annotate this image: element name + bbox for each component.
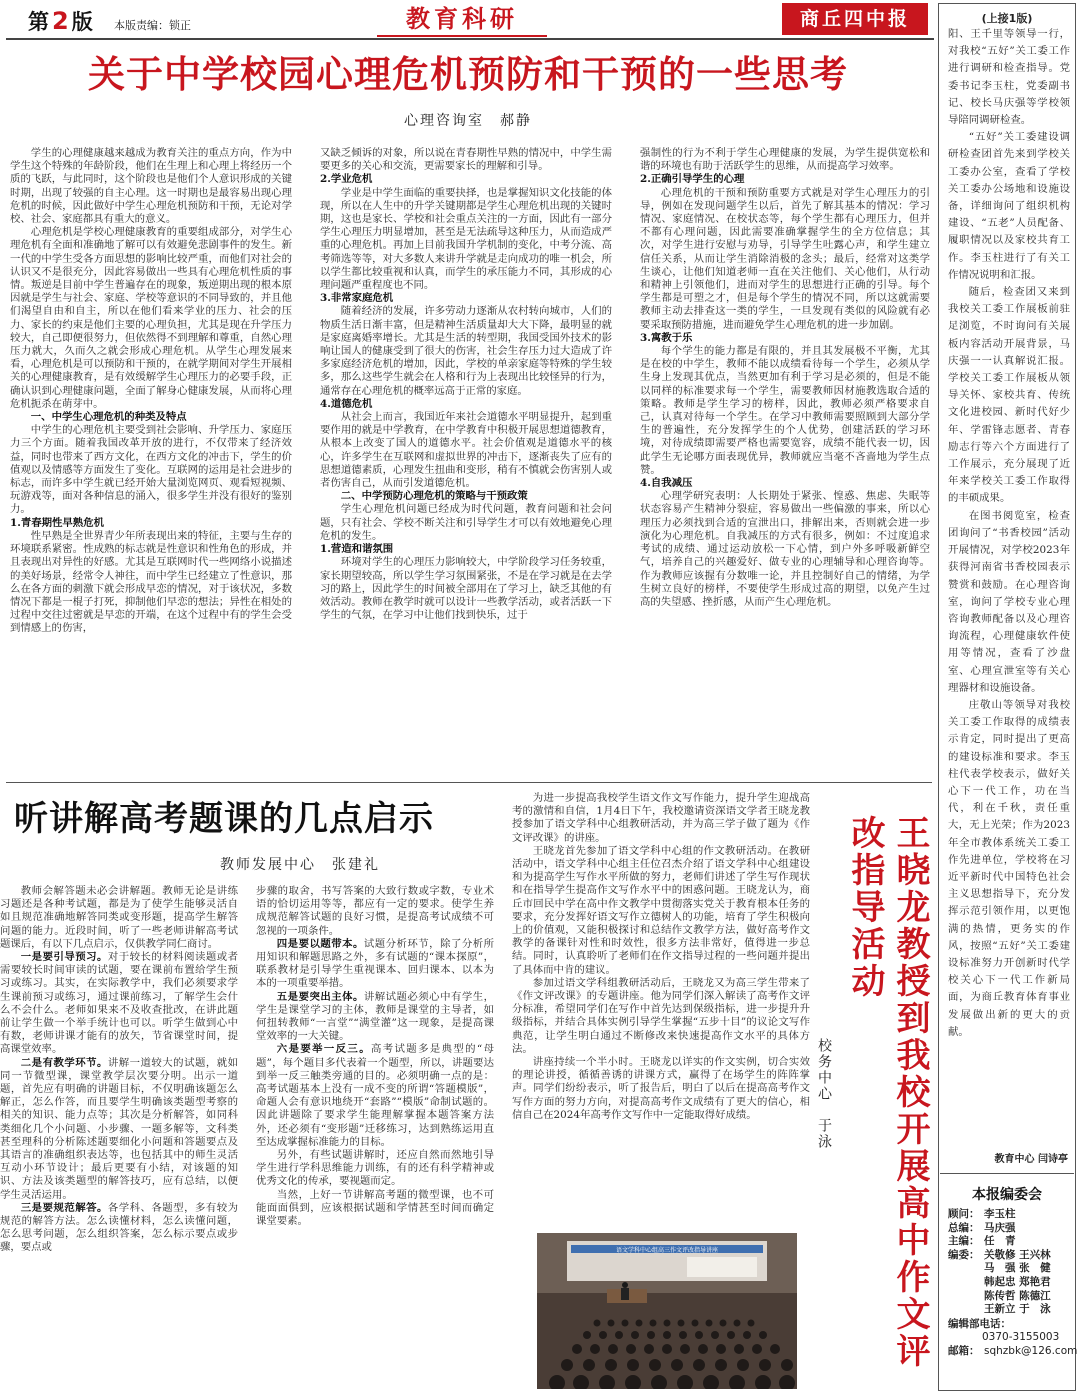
editorial-board-rule	[940, 1173, 1074, 1174]
board-row: 韩起忠 郑艳君	[984, 1275, 1051, 1288]
photo-banner: 语文学科中心组高三作文评改指导讲座	[615, 1247, 719, 1254]
article1-col3: 强制性的行为不利于学生心理健康的发展，为学生提供宽松和谐的环境也有助于活跃学生的思维，从而提高学习效率。 2.正确引导学生的心理 心理危机的干预和预防重要方式就是对学生心理压力的引导，例如在发现问题学生以后，首先了解其基本的情况：学习情况、家庭情况、在校状态等，每个学生都有心理压力，但并不都有心理问题，因此需要准确掌握学生的全方位信息；其次，对学生进行安慰与劝导，引导学生吐露心声，和学生建立信任关系，从而让学生消除消极的念头；最后，经常对这类学生谈心，让他们知道老师一直在关注他们、关心他们，从行动和精神上引领他们，进而对学生的思想进行正确的引导。每个学生都是可塑之才，但是每个学生的情况不同，所以这就需要教师主动去排查这一类的学生，一旦发现有类似的风险就有必要采取预防措施，进而避免学生心理危机的进一步加剧。 3.寓教于乐 每个学生的能力都是有限的，并且其发展极不平衡，尤其是在校的中学生，教师不能以成绩看待每一个学生，必须从学生身上发现其优点，当然更加有利于学习是必须的，但是不能以同样的标准要求每一个学生，需要教师因材施教选取合适的策略。教师是学生学习的榜样，因此，教师必须严格要求自己，认真对待每一个学生。在学习中教师需要照顾到大部分学生的普遍性，充分发挥学生的个人优势，创建活跃的学习环境，对待成绩即需要严格也需要宽容，成绩不能代表一切，因此学生无论哪方面表现优异，教师就应当毫不吝啬地为学生点赞。 4.自我减压 心理学研究表明：人长期处于紧张、惶惑、焦虑、失眠等状态容易产生精神分裂症，容易做出一些偏激的事来，所以心理压力必须找到合适的宣泄出口，排解出来，否则就会进一步演化为心理危机。自我减压的方式有很多，例如：不过度追求考试的成绩、通过运动放松一下心情，到户外多呼吸新鲜空气，培养自己的兴趣爱好、做专业的心理辅导和心理咨询等。作为教师应该握有分数唯一论，并且控制好自己的情绪，为学生树立良好的榜样，不要使学生形成过高的期望，以免产生过高的失望感、挫折感，从而产生心理危机。	[640, 147, 930, 608]
page-editor: 本版责编：锁正	[114, 19, 191, 32]
phone-label-row: 编辑部电话：	[948, 1317, 1011, 1330]
page-number: 第 2 版	[28, 7, 93, 35]
board-row: 马 强 张 健	[984, 1262, 1051, 1275]
article1-col2: 又缺乏倾诉的对象，所以说在青春期性早熟的情况中，中学生需要更多的关心和交流，更需要家长的理解和引导。 2.学业危机 学业是中学生面临的重要抉择，也是掌握知识文化技能的体现，所以在人生中的升学关键期都是学生心理危机出现的关键时期，这也是家长、学校和社会重点关注的一方面，因此有一部分学生心理压力明显增加，甚至是无法疏导这种压力，从而造成严重的心理危机。再加上目前我国升学机制的变化，中考分流、高考筛选等等，对大多数人来讲升学就是走向成功的唯一机会，所以学生都比较重视和认真，而学生的承压能力不同，其形成的心理问题严重程度也不同。 3.非常家庭危机 随着经济的发展，许多劳动力逐渐从农村转向城市，人们的物质生活日渐丰富，但是精神生活质量却大大下降，最明显的就是家庭离婚率增长。尤其是生活的转型期，我国受国外技术的影响让国人的健康受到了很大的伤害，社会生存压力过大造成了许多家庭经济危机的增加，因此，学校的单亲家庭等特殊的学生较多，那么这些学生就会在人格和行为上表现出比较怪异的行为，通常存在心理危机的概率远高于正常的家庭。 4.道德危机 从社会上而言，我国近年来社会道德水平明显提升，起到重要作用的就是中学教育，在中学教育中积极开展思想道德教育，从根本上改变了国人的道德水平。社会价值观是道德水平的核心，许多学生在互联网和虚拟世界的冲击下，逐渐丧失了应有的思想道德素质，心理发生扭曲和变形，稍有不慎就会伤害别人或者伤害自己，从而引发道德危机。 二、中学预防心理危机的策略与干预政策 学生心理危机问题已经成为时代问题，教育问题和社会问题，只有社会、学校不断关注和引导学生才可以有效地避免心理危机的发生。 1.营造和谐氛围 环境对学生的心理压力影响较大，中学阶段学习任务较重，家长期望较高，所以学生学习氛围紧张，不是在学习就是在去学习的路上，因此学生的时间被全部用在了学习上，缺乏其他的有效活动。教师在教学时就可以设计一些教学活动，或者活跃一下学生的气氛，在学习中让他们找到快乐，过于	[320, 147, 612, 622]
article1-col1: 学生的心理健康越来越成为教育关注的重点方向，作为中学生这个特殊的年龄阶段，他们在生理上和心理上将经历一个质的飞跃，与此同时，这个阶段也是他们个人意识形成的关键时期，出现了较强的自主心理。这一时期也是最容易出现心理危机的时候，因此做好中学生心理危机预防和干预，无论对学校、社会、家庭都具有重大的意义。 心理危机是学校心理健康教育的重要组成部分，对学生心理危机有全面和准确地了解可以有效避免悲剧事件的发生。新一代的中学生受各方面思想的影响比较严重，而他们对社会的认识又不是很充分，因此容易做出一些具有心理危机性质的事情。叛逆是目前中学生普遍存在的现象，叛逆期出现的根本原因就是学生与社会、家庭、学校等意识的不同导致的，并且他们渴望自由和自主，所以在他们看来学业的压力、社会的压力、家长的约束是他们主要的心理负担，尤其是现在升学压力较大，自己即便很努力，但依然得不到理解和尊重，自然心理压力就大，久而久之就会形成心理危机。从学生心理发展来看，心理危机是可以预防和干预的，在就学期间对学生开展相关的心理健康教育，是有效缓解学生心理压力的必要手段，正确认识到心理健康问题，全面了解身心健康发展，从而将心理危机扼杀在萌芽中。 一、中学生心理危机的种类及特点 中学生的心理危机主要受到社会影响、升学压力、家庭压力三个方面。随着我国改革开放的进行，不仅带来了经济效益，同时也带来了西方文化，在西方文化的冲击下，学生的价值观以及情感等方面发生了变化。互联网的运用是社会进步的标志，而许多中学生就已经开始大量浏览网页、观看短视频、玩游戏等，面对各种信息的涌入，很多学生并没有很好的鉴别力。 1.青春期性早熟危机 性早熟是全世界青少年所表现出来的特征，主要与生存的环境联系紧密。性成熟的标志就是性意识和性角色的形成，并且表现出对异性的好感。尤其是互联网时代一些网络小说描述的美好场景，经常令人神往，而中学生已经建立了性意识，那么在各方面的刺激下就会形成早恋的情况，对于该状况，多数情况下都是一棍子打死，抑制他们早恋的想法；异性在相处的过程中交往过密就是早恋的开端，在这个过程中有的学生会受到情感上的伤害，	[10, 147, 292, 635]
board-row: 顾问： 李玉柱	[948, 1208, 1016, 1220]
board-row: 总编： 马庆强	[948, 1221, 1016, 1234]
masthead	[0, 0, 934, 40]
board-row: 主编： 任 青	[948, 1235, 1016, 1248]
board-row: 王新立 于 泳	[984, 1303, 1051, 1316]
editorial-board-title: 本报编委会	[972, 1187, 1042, 1203]
board-row: 陈传哲 陈德江	[984, 1289, 1051, 1302]
sidebar-byline: 教育中心 闫诗亭	[994, 1154, 1068, 1165]
article3-body: 为进一步提高我校学生语文作文写作能力，提升学生迎战高考的激情和自信，1月4日下午，我校邀请资深语文学者王晓龙教授参加了语文学科中心组教研活动，并为高三学子做了题为《作文评改课》的讲座。 王晓龙首先参加了语文学科中心组的作文教研活动。在教研活动中，语文学科中心组主任位召杰介绍了语文学科中心组建设和为提高学生写作水平所做的努力，老师们讲述了学生写作现状和在指导学生提高作文写作水平中的困惑问题。王晓龙认为，商丘市回民中学在高中作文教学中贯彻落实党关于教育根本任务的要求，充分发挥好语文写作立德树人的功能，培育了学生积极向上的价值观，又能积极探讨和总结作文教学方法，做好高考作文教学的备课针对性和时效性，很多方法非常好，值得进一步总结。同时，认真聆听了老师们在作文指导过程的一些问题并提出了具体而中肯的建议。 参加过语文学科组教研活动后，王晓龙又为高三学生带来了《作文评改课》的专题讲座。他为同学们深入解读了高考作文评分标准，希望同学们在写作中首先达到保级指标，进一步提升升级指标，并结合具体实例引导学生掌握“五步十目”的议论文写作典范，让学生明白通过不断修改来快速提高作文水平的具体方法。 讲座持续一个半小时。王晓龙以详实的作文实例，切合实效的理论讲授，循循善诱的讲课方式，赢得了在场学生的阵阵掌声。同学们纷纷表示，听了报告后，明白了以后在提高高考作文写作方面的努力方向，对提高高考作文成绩有了更大的信心，相信自己在2024年高考作文写作中一定能取得好成绩。	[512, 792, 810, 1121]
article3-byline: 校务中心 于泳	[816, 1038, 832, 1150]
masthead-rule	[6, 38, 934, 40]
sidebar-continued: (上接1版)	[981, 12, 1033, 25]
article2-byline: 教师发展中心 张建礼	[220, 857, 380, 873]
article1-title: 关于中学校园心理危机预防和干预的一些思考	[88, 53, 848, 96]
article2-col1: 教师会解答题未必会讲解题。教师无论是讲练习题还是各种考试题，都是为了使学生能够灵活自如且规范准确地解答同类或变形题，提高学生解答问题的能力。近段时间，听了一些老师讲解高考试题课后，有以下几点启示，仅供教学同仁商讨。 一是要引导预习。对于较长的材料阅读题或者需要较长时间审读的试题，要在课前布置给学生预习或练习。其实，在实际教学中，我们必须要求学生课前预习或练习，通过课前练习，了解学生会什么不会什么。老师如果来不及收查批改，在讲此题前让学生做一个举手统计也可以。听学生做到心中有数，老师讲课才能有的放矢，节省课堂时间，提高课堂效率。 二是有教学环节。讲解一道较大的试题，就如同一节微型课，课堂教学层次要分明。出示一道题，首先应有明确的讲题目标，不仅明确该题怎么解正，怎么作答，而且要学生明确该类题型考察的相关的知识、能力点等；其次是分析解答，如同科类细化几个小问题、小步骤、一题多解等，文科类甚至理科的分析陈述题要细化小问题和答题要点及其语言的准确组织表达等，也包括其中的师生灵活互动小环节设计；最后更要有小结，对该题的知识、方法及该类题型的解答技巧，应有总结，以便学生灵活运用。 三是要规范解答。各学科、各题型，多有较为规范的解答方法。怎么读懂材料，怎么读懂问题，怎么思考问题，怎么组织答案，怎么标示要点或步骤，要点或	[0, 885, 238, 1254]
article-divider	[6, 782, 932, 783]
event-photo	[537, 1233, 797, 1389]
section-name: 教育科研	[377, 3, 547, 37]
article2-title: 听讲解高考题课的几点启示	[14, 799, 434, 839]
article3-title: 王晓龙教授到我校开展高中作文评改指导活动	[845, 815, 930, 1370]
phone-row: 0370-3155003	[982, 1331, 1060, 1344]
article2-col2: 步骤的取舍，书写答案的大致行数或字数，专业术语的恰切运用等等，都应有一定的要求。使学生养成规范解答试题的良好习惯，是提高考试成绩不可忽视的一项条件。 四是要以题带本。试题分析环节，除了分析所用知识和解题思路之外，多有试题的“课本探原”，联系教材是引导学生重视课本、回归课本、以本为本的一项重要举措。 五是要突出主体。讲解试题必须心中有学生，学生是课堂学习的主体，教师是课堂的主导者，如何扭转教师“一言堂”“满堂灌”这一现象，是提高课堂效率的一大关键。 六是要举一反三。高考试题多是典型的“母题”，每个题目多代表着一个题型，所以，讲题要达到举一反三触类旁通的目的。必须明确一点的是：高考试题基本上没有一成不变的所谓“答题模版”，命题人会有意识地绕开“套路”“模版”命制试题的。因此讲题除了要求学生能理解掌握本题答案方法外，还必须有“变形题”迁移练习，达到熟练运用直至达成掌握标准能力的目标。 另外，有些试题讲解时，还应自然而然地引导学生进行学科思维能力训练，有的还有科学精神或优秀文化的传承，要视题而定。 当然，上好一节讲解高考题的微型课，也不可能面面俱到，应该根据试题和学情甚至时间而确定课堂要素。	[256, 885, 494, 1228]
article1-byline: 心理咨询室 郝静	[404, 113, 532, 129]
lecture-hall-photo	[537, 1233, 797, 1389]
board-row: 编委： 关敬修 王兴林	[948, 1248, 1051, 1261]
editorial-board	[948, 1208, 1078, 1359]
sidebar-body: 阳、王千里等领导一行，对我校“五好”关工委工作进行调研和检查指导。党委书记李玉柱，党委副书记、校长马庆强等学校领导陪同调研检查。 “五好”关工委建设调研检查团首先来到学校关工委办公室，查看了学校关工委办公场地和设施设备，详细询问了组织机构建设、“五老”人员配备、履职情况以及家校共育工作。李玉柱进行了有关工作情况说明和汇报。 随后，检查团又来到我校关工委工作展板前驻足浏览，不时询问有关展板内容活动开展背景，马庆强一一认真解说汇报。学校关工委工作展板从领导关怀、家校共育、传统文化进校园、新时代好少年、学雷锋志愿者、青春励志行等六个方面进行了工作展示，充分展现了近年来学校关工委工作取得的丰硕成果。 在图书阅览室，检查团询问了“书香校园”活动开展情况，对学校2023年获得河南省书香校园表示赞赏和鼓励。在心理咨询室，询问了学校专业心理咨询教师配备以及心理咨询流程，心理健康软件使用等情况，查看了沙盘室、心理宣泄室等有关心理器材和设施设备。 庄敬山等领导对我校关工委工作取得的成绩表示肯定，同时提出了更高的建设标准和要求。李玉柱代表学校表示，做好关心下一代工作，功在当代，利在千秋，责任重大，无上光荣；作为2023年全市教体系统关工委工作先进单位，学校将在习近平新时代中国特色社会主义思想指导下，充分发挥示范引领作用，以更饱满的热情，更务实的作风，按照“五好”关工委建设标准努力开创新时代学校关心下一代工作新局面，为商丘教育体育事业发展做出新的更大的贡献。	[948, 28, 1070, 1038]
newspaper-name: 商丘四中报	[782, 3, 928, 35]
email-row: 邮箱： sqhzbk@126.com	[948, 1344, 1078, 1357]
